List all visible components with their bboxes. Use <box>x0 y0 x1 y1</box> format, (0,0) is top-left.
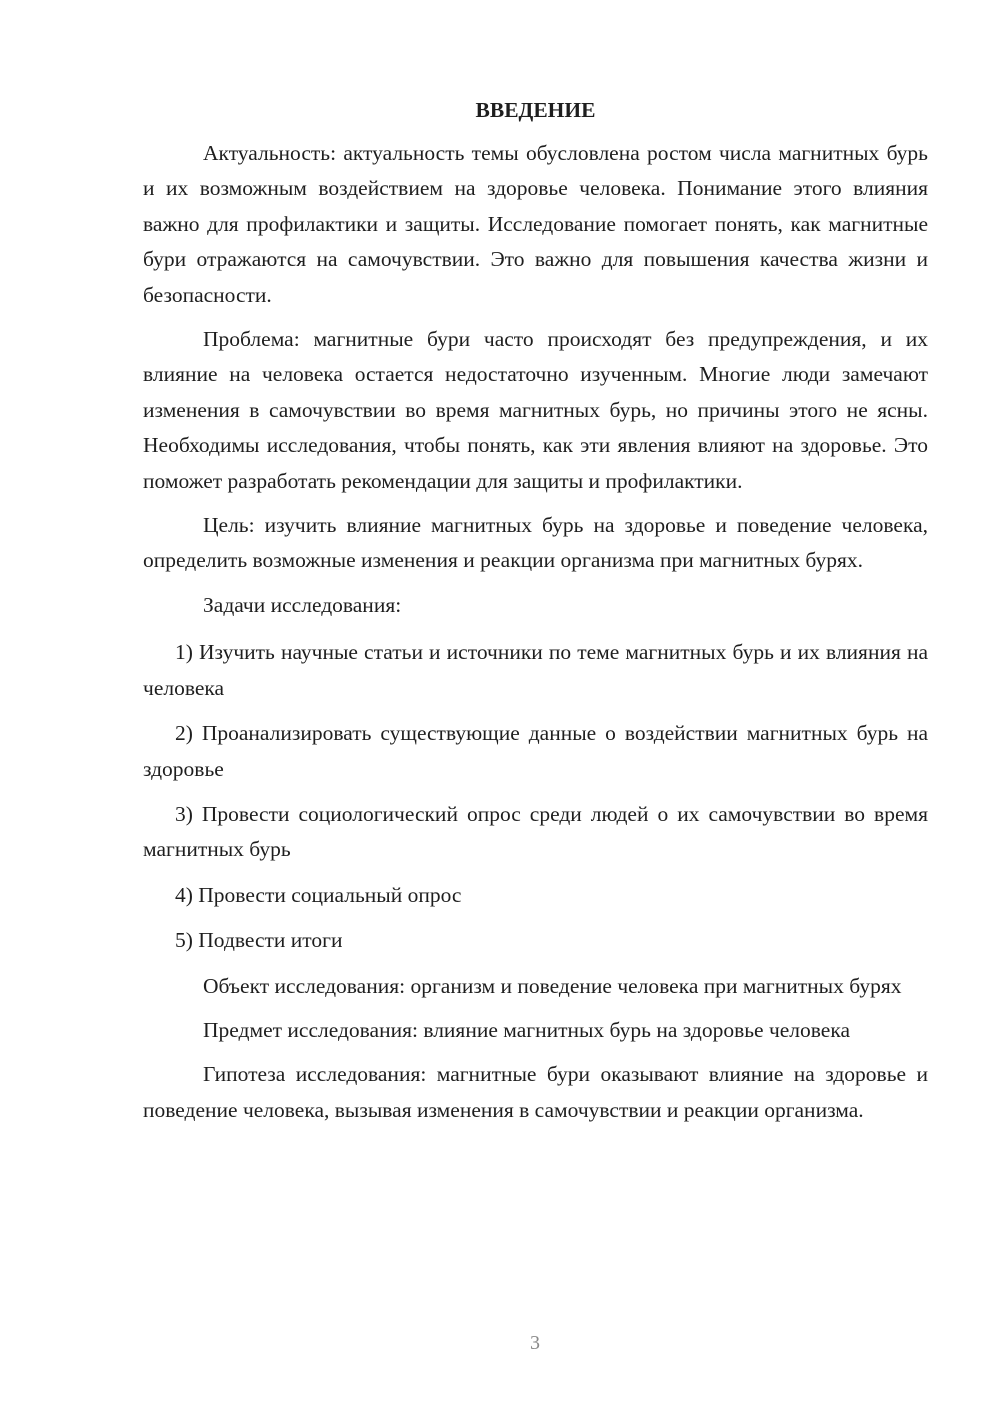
problem-paragraph: Проблема: магнитные бури часто происходят без предупреждения, и их влияние на человека остается недостаточно изученным. Многие люди замечают изменения в самочувствии во время магнитных бурь, но причины этого не ясны. Необходимы исследования, чтобы понять, как эти явления влияют на здоровье. Это поможет разработать рекомендации для защиты и профилактики. <box>143 327 928 493</box>
tasks-heading: Задачи исследования: <box>203 592 402 617</box>
task-item: 4) Провести социальный опрос <box>175 882 462 907</box>
task-item: 2) Проанализировать существующие данные о воздействии магнитных бурь на здоровье <box>143 721 928 781</box>
task-item: 5) Подвести итоги <box>175 928 343 953</box>
hypothesis-paragraph: Гипотеза исследования: магнитные бури оказывают влияние на здоровье и поведение человека, вызывая изменения в самочувствии и реакции организма. <box>143 1062 928 1122</box>
task-item: 3) Провести социологический опрос среди людей о их самочувствии во время магнитных бурь <box>143 801 928 862</box>
task-item: 1) Изучить научные статьи и источники по теме магнитных бурь и их влияния на человека <box>143 640 928 700</box>
subject-paragraph: Предмет исследования: влияние магнитных бурь на здоровье человека <box>203 1017 851 1042</box>
document-page <box>143 92 928 1137</box>
section-title: ВВЕДЕНИЕ <box>475 98 596 122</box>
page-number: 3 <box>530 1332 540 1354</box>
relevance-paragraph: Актуальность: актуальность темы обусловлена ростом числа магнитных бурь и их возможным воздействием на здоровье человека. Понимание этого влияния важно для профилактики и защиты. Исследование помогает понять, как магнитные бури отражаются на самочувствии. Это важно для повышения качества жизни и безопасности. <box>143 141 928 307</box>
object-paragraph: Объект исследования: организм и поведение человека при магнитных бурях <box>203 973 902 998</box>
goal-paragraph: Цель: изучить влияние магнитных бурь на здоровье и поведение человека, определить возможные изменения и реакции организма при магнитных бурях. <box>143 513 928 573</box>
